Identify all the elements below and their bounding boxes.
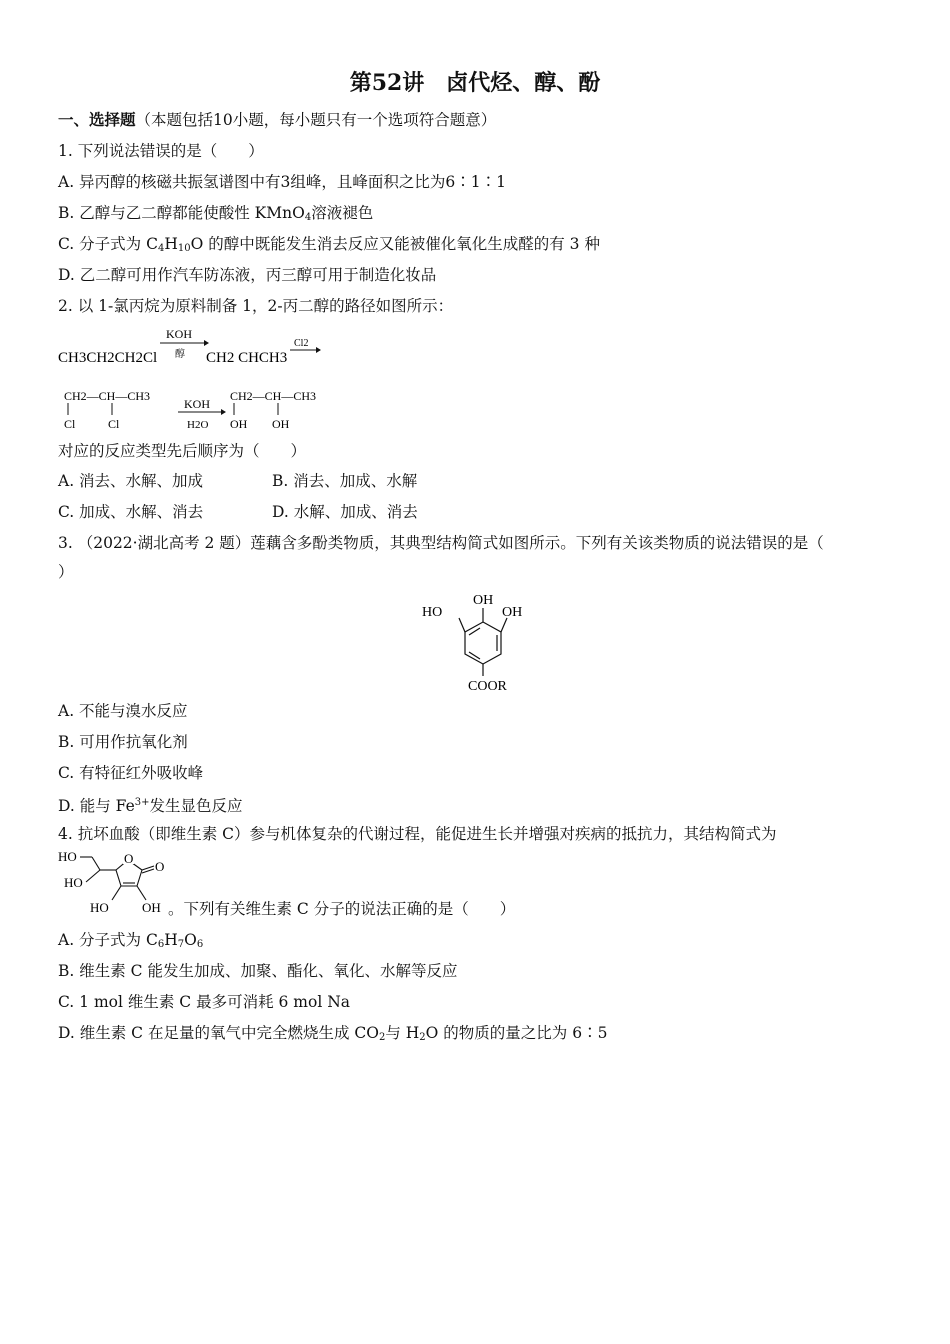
bond-c	[86, 870, 100, 882]
q2-option-d: D. 水解、加成、消去	[272, 503, 418, 521]
q1-b-post: 溶液褪色	[311, 204, 374, 222]
vitamin-c-structure	[56, 846, 176, 920]
q4-d-text: D. 维生素 C 在足量的氧气中完全燃烧生成 CO	[58, 1024, 379, 1042]
q2-option-a: A. 消去、水解、加成	[58, 472, 204, 490]
coor-group: COOR	[468, 679, 507, 694]
scheme-start: CH3CH2CH2Cl	[58, 350, 158, 366]
bond-b	[92, 857, 100, 870]
q2-option-c: C. 加成、水解、消去	[58, 503, 204, 521]
arrow-2-head	[316, 347, 321, 353]
q3-option-b: B. 可用作抗氧化剂	[58, 733, 188, 751]
q3-d-sup: 3+	[134, 797, 150, 808]
scheme-mid: CH2 CHCH3	[206, 350, 288, 366]
q2-stem: 2. 以 1-氯丙烷为原料制备 1，2-丙二醇的路径如图所示：	[58, 297, 454, 315]
arrow-3-head	[221, 409, 226, 415]
q1-option-d: D. 乙二醇可用作汽车防冻液，丙三醇可用于制造化妆品	[58, 266, 437, 284]
double-bond-3	[469, 652, 480, 659]
oh-1: OH	[230, 417, 248, 431]
benzene-ring	[465, 622, 501, 664]
oh-right: OH	[502, 605, 523, 620]
bond-ho-left	[459, 618, 465, 632]
q4-a-o: O	[184, 931, 197, 949]
q1-b-sub: 4	[304, 212, 312, 223]
dichloride-chain: CH2—CH—CH3	[64, 389, 151, 403]
q3-stem-close: ）	[58, 563, 74, 581]
q4-option-c: C. 1 mol 维生素 C 最多可消耗 6 mol Na	[58, 993, 351, 1011]
reaction-scheme	[56, 322, 356, 434]
ho-bottom: HO	[90, 900, 109, 915]
q4-a-sub3: 6	[196, 939, 204, 950]
bond-oh-right	[501, 618, 507, 632]
q1-b-text: B. 乙醇与乙二醇都能使酸性 KMnO	[58, 204, 305, 222]
q3-option-c: C. 有特征红外吸收峰	[58, 764, 204, 782]
q4-d-mid: 与 H	[385, 1024, 420, 1042]
cl-1: Cl	[64, 417, 76, 431]
q1-c-post: O 的醇中既能发生消去反应又能被催化氧化生成醛的有 3 种	[190, 235, 600, 253]
q2-option-b: B. 消去、加成、水解	[272, 472, 418, 490]
q4-d-sub1: 2	[378, 1032, 386, 1043]
q3-stem: 3. （2022·湖北高考 2 题）莲藕含多酚类物质，其典型结构简式如图所示。下列有关该类物质的说法错误的是（	[58, 534, 824, 552]
q1-c-mid: H	[164, 235, 178, 253]
section-note: （本题包括10小题，每小题只有一个选项符合题意）	[135, 111, 497, 129]
q1-c-text: C. 分子式为 C	[58, 235, 158, 253]
q4-stem-continued: 。下列有关维生素 C 分子的说法正确的是（ ）	[168, 900, 516, 918]
section-label: 一、选择题	[58, 110, 136, 129]
ho-left: HO	[422, 605, 443, 620]
q1-option-c	[58, 234, 600, 259]
ho-chain-1: HO	[58, 849, 77, 864]
q1-c-sub2: 10	[177, 243, 191, 254]
q4-a-h: H	[164, 931, 178, 949]
scheme-alcohol: 醇	[175, 349, 185, 360]
scheme-koh-2: KOH	[184, 397, 210, 411]
q4-a-sub2: 7	[177, 939, 185, 950]
carbonyl-o: O	[155, 859, 165, 874]
q4-a-text: A. 分子式为 C	[58, 931, 158, 949]
q4-d-sub2: 2	[419, 1032, 426, 1043]
q3-d-post: 发生显色反应	[149, 797, 243, 815]
page-title: 第52讲 卤代烃、醇、酚	[349, 70, 601, 96]
ring-o: O	[124, 851, 134, 866]
oh-2: OH	[272, 417, 290, 431]
scheme-h2o: H2O	[187, 419, 209, 431]
q3-option-d	[58, 793, 243, 816]
q1-option-b	[58, 203, 373, 228]
q3-option-a: A. 不能与溴水反应	[58, 702, 188, 720]
q1-stem: 1. 下列说法错误的是（ ）	[58, 142, 264, 160]
q4-option-a	[58, 930, 203, 955]
bond-ho-bottom	[112, 886, 121, 900]
arrow-1-head	[204, 340, 209, 346]
cl-2: Cl	[108, 417, 120, 431]
polyphenol-structure	[415, 588, 545, 696]
q2-ask: 对应的反应类型先后顺序为（ ）	[58, 442, 307, 460]
q3-d-text: D. 能与 Fe	[58, 797, 135, 815]
q1-option-a: A. 异丙醇的核磁共振氢谱图中有3组峰，且峰面积之比为6∶1∶1	[58, 173, 506, 191]
q4-option-d	[58, 1023, 607, 1048]
q1-c-sub1: 4	[157, 243, 165, 254]
q4-option-b: B. 维生素 C 能发生加成、加聚、酯化、氧化、水解等反应	[58, 962, 458, 980]
oh-top: OH	[473, 593, 494, 608]
scheme-cl2: Cl2	[294, 338, 309, 349]
scheme-koh-1: KOH	[166, 327, 192, 341]
q4-stem: 4. 抗坏血酸（即维生素 C）参与机体复杂的代谢过程，能促进生长并增强对疾病的抵抗力，其结构简式为	[58, 825, 777, 843]
section-heading	[58, 110, 496, 130]
bond-oh-bottom	[137, 886, 146, 900]
diol-chain: CH2—CH—CH3	[230, 389, 317, 403]
q4-a-sub1: 6	[157, 939, 165, 950]
oh-bottom: OH	[142, 900, 161, 915]
q4-d-post: O 的物质的量之比为 6∶5	[425, 1024, 608, 1042]
ho-chain-2: HO	[64, 875, 83, 890]
